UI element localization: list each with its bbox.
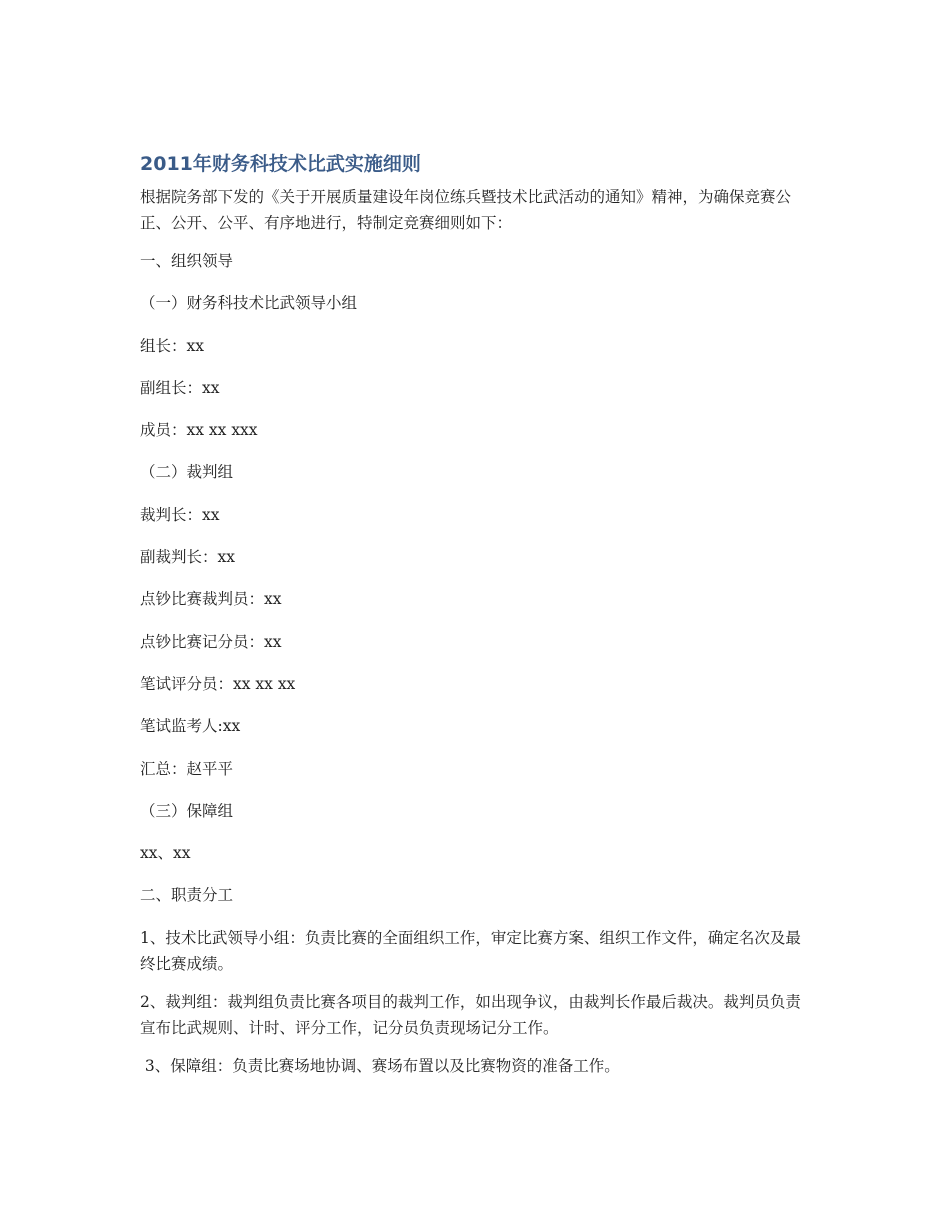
subsection-referee-group: （二）裁判组 [140, 463, 234, 482]
counting-referee-line: 点钞比赛裁判员：xx [140, 590, 282, 609]
summary-line: 汇总：赵平平 [140, 759, 234, 778]
deputy-leader-line: 副组长：xx [140, 378, 220, 397]
counting-scorer-line: 点钞比赛记分员：xx [140, 632, 282, 651]
written-test-grader-line: 笔试评分员：xx xx xx [140, 674, 296, 693]
subsection-leadership-group: （一）财务科技术比武领导小组 [140, 294, 358, 313]
duty-paragraph-support: 3、保障组：负责比赛场地协调、赛场布置以及比赛物资的准备工作。 [140, 1056, 620, 1075]
intro-paragraph: 根据院务部下发的《关于开展质量建设年岗位练兵暨技术比武活动的通知》精神，为确保竞赛公正、公开、公平、有序地进行，特制定竞赛细则如下： [140, 188, 792, 232]
chief-referee-line: 裁判长：xx [140, 505, 220, 524]
section-heading-duties: 二、职责分工 [140, 886, 234, 905]
duty-paragraph-leadership: 1、技术比武领导小组：负责比赛的全面组织工作，审定比赛方案、组织工作文件，确定名次及最终比赛成绩。 [140, 928, 801, 973]
document-page [140, 150, 810, 1091]
members-line: 成员：xx xx xxx [140, 421, 258, 440]
section-heading-organization: 一、组织领导 [140, 252, 234, 270]
subsection-support-group: （三）保障组 [140, 801, 234, 820]
leader-line: 组长：xx [140, 336, 204, 355]
written-test-proctor-line: 笔试监考人:xx [140, 717, 241, 736]
duty-paragraph-referee: 2、裁判组：裁判组负责比赛各项目的裁判工作，如出现争议，由裁判长作最后裁决。裁判员负责宣布比武规则、计时、评分工作，记分员负责现场记分工作。 [140, 992, 801, 1037]
deputy-chief-referee-line: 副裁判长：xx [140, 548, 235, 567]
document-title: 2011年财务科技术比武实施细则 [140, 153, 421, 175]
support-members-line: xx、xx [140, 844, 191, 863]
